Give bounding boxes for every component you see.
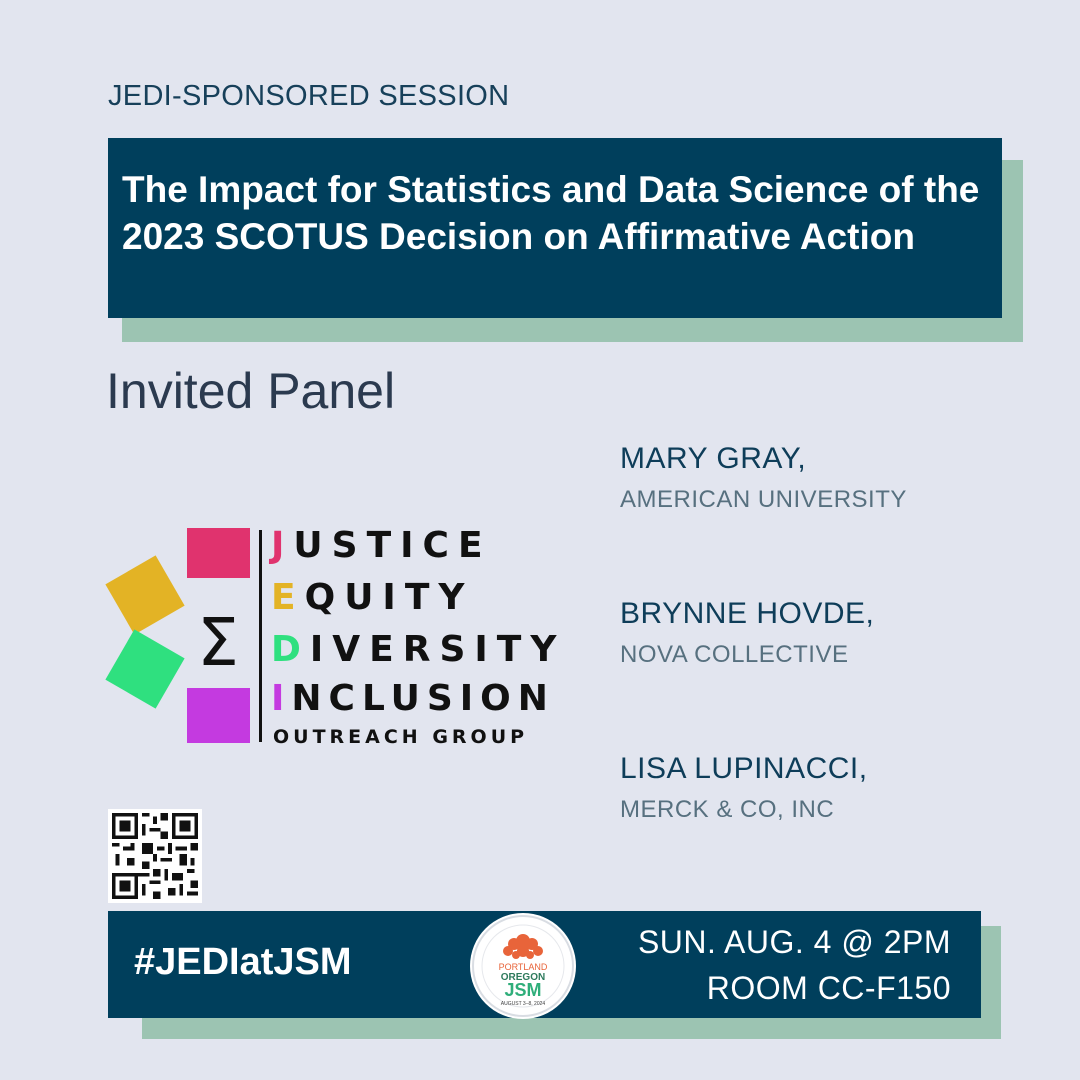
logo-word-justice: JUSTICE [271,525,492,566]
speaker-mary-gray [620,442,907,514]
speaker-lisa-lupinacci [620,752,868,824]
session-schedule [638,919,951,1011]
session-date-time: SUN. AUG. 4 @ 2PM [637,924,951,960]
logo-divider [259,530,262,742]
logo-word-equity: EQUITY [271,577,474,618]
speaker-name: BRYNNE HOVDE, [620,597,875,630]
speaker-affiliation: NOVA COLLECTIVE [620,641,849,668]
jedi-logo [100,520,600,760]
svg-text:AUGUST 3–8, 2024: AUGUST 3–8, 2024 [500,1001,546,1007]
logo-square-gold [105,555,184,634]
logo-square-purple [187,688,250,743]
session-room: ROOM CC-F150 [706,970,951,1006]
speaker-affiliation: AMERICAN UNIVERSITY [620,486,907,513]
session-title: The Impact for Statistics and Data Science of the 2023 SCOTUS Decision on Affirmative Action [122,169,980,257]
logo-word-diversity: DIVERSITY [271,629,566,670]
svg-text:PORTLAND: PORTLAND [498,962,548,972]
svg-text:OREGON: OREGON [500,972,546,983]
qr-code-icon [108,809,202,903]
logo-word-inclusion: INCLUSION [271,678,555,719]
speaker-name: MARY GRAY, [620,442,807,475]
sigma-icon: Σ [197,604,239,681]
hashtag: #JEDIatJSM [134,941,352,983]
logo-square-magenta [187,528,250,578]
speaker-brynne-hovde [620,597,874,669]
title-banner [108,138,1002,318]
footer-bar [108,911,981,1018]
speaker-affiliation: MERCK & CO, INC [620,796,835,823]
jsm-badge-icon [470,913,576,1019]
session-label: JEDI-SPONSORED SESSION [108,80,510,112]
svg-text:JSM: JSM [504,980,542,1000]
jsm-badge [470,913,576,1019]
qr-code[interactable] [108,809,202,903]
panel-heading: Invited Panel [106,363,396,419]
speaker-name: LISA LUPINACCI, [620,752,868,785]
logo-square-green [105,629,184,708]
logo-tagline: OUTREACH GROUP [273,726,529,748]
